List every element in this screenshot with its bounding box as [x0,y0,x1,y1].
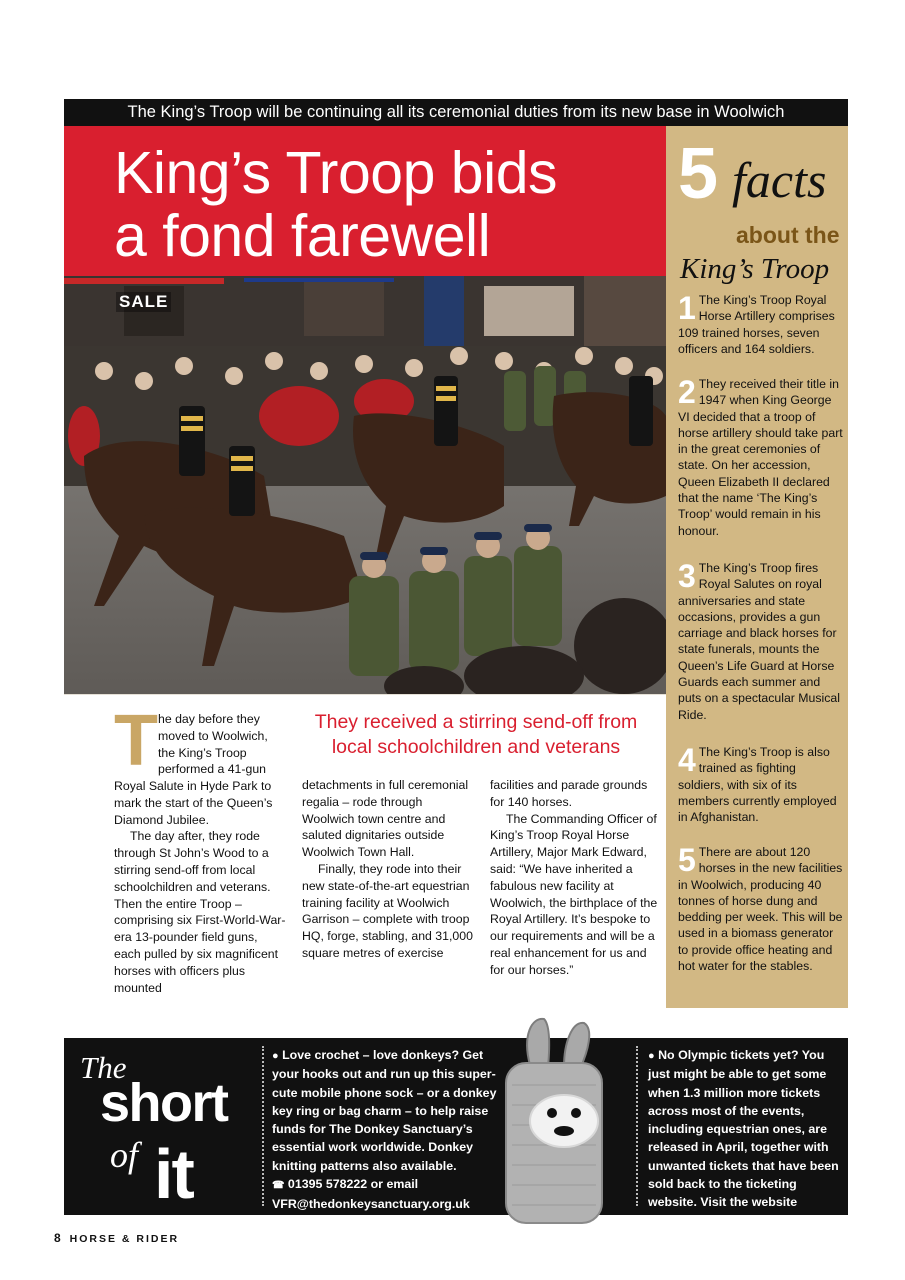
fact-text: There are about 120 horses in the new facilities in Woolwich, producing 40 tonnes of horse dung and bedding per week. This will be used in a biomass generator to provide office heating and hot water for the stables. [678,845,843,974]
website-link[interactable]: www.tickets.london2012.com [648,1213,821,1228]
headline-block [64,126,666,276]
page-number: 8 [54,1231,61,1245]
facts-subject: King’s Troop [680,253,830,285]
article-paragraph: facilities and parade grounds for 140 horses. [490,778,648,809]
facts-count: 5 [678,134,719,214]
fact-text: The King’s Troop Royal Horse Artillery comprises 109 trained horses, seven officers and 164 soldiers. [678,293,835,356]
fact-text: The King’s Troop fires Royal Salutes on royal anniversaries and state occasions, provides a gun carriage and black horses for state funerals, mounts the Queen’s Life Guard at Horse Guards each summer and puts on a spectacular Musical Ride. [678,561,840,722]
bullet-icon: ● [648,1050,655,1062]
fact-number: 2 [678,374,696,410]
phone-icon: ☎ [272,1180,285,1192]
email-link[interactable]: VFR@thedonkeysanctuary.org.uk [272,1197,470,1212]
dotted-divider [636,1046,638,1206]
article-column-2 [302,777,477,962]
article-paragraph: Royal Salute in Hyde Park to mark the start of the Queen’s Diamond Jubilee. [114,779,273,827]
fact-item-3 [678,560,844,723]
facts-sidebar [666,126,848,1008]
page-footer [54,1231,179,1245]
facts-about: about the [736,222,840,248]
shop-sale-sign: SALE [116,292,171,312]
facts-word: facts [732,152,827,208]
parade-photo [64,276,666,694]
title-the: The [80,1050,127,1085]
title-of: of [110,1135,139,1175]
article-column-1 [114,778,287,996]
short-item-tickets [648,1046,844,1230]
article-body [64,694,666,1009]
fact-number: 3 [678,558,696,594]
fact-text: They received their title in 1947 when King George VI decided that a troop of horse artillery should take part in the great ceremonies of state. On her accession, Queen Elizabeth II declared that the name ‘The King’s Troop’ would remain in his honour. [678,377,843,538]
article-intro: he day before they moved to Woolwich, the King’s Troop performed a 41-gun [158,712,268,777]
headline [114,142,557,268]
dotted-divider [262,1046,264,1206]
fact-item-1 [678,292,844,357]
fact-text: The King’s Troop is also trained as fighting soldiers, with six of its members currently employed in Afghanistan. [678,745,837,825]
fact-item-4 [678,744,844,825]
short-item-donkey [272,1046,512,1214]
article-paragraph: Finally, they rode into their new state-of-the-art equestrian training facility at Woolwich Garrison – complete with troop HQ, forge, stabling, and 31,000 square metres of exercise [302,861,473,960]
headline-line-1: King’s Troop bids [114,140,558,206]
fact-number: 1 [678,290,696,326]
drop-cap: T [114,701,158,781]
donkey-phone-sock-photo [492,1015,616,1229]
headline-line-2: a fond farewell [114,203,491,269]
title-it: it [154,1135,193,1213]
donkey-sock-illustration [492,1015,616,1229]
short-of-it-title [74,1044,242,1213]
short-item-text: Love crochet – love donkeys? Get your hooks out and run up this super-cute mobile phone sock – or a donkey key ring or bag charm – to help raise funds for The Donkey Sanctuary’s essential work worldwide. Donkey knitting patterns also available. [272,1048,497,1173]
parade-illustration [64,276,666,694]
facts-heading [678,134,846,285]
standfirst-bar: The King’s Troop will be continuing all its ceremonial duties from its new base in Woolwich [64,99,848,126]
title-short: short [100,1073,228,1133]
fact-number: 4 [678,742,696,778]
article-paragraph: The day after, they rode through St John’s Wood to a stirring send-off from local schoolchildren and veterans. Then the entire Troop – comprising six First-World-War-era 13-pounder field guns, each pulled by six magnificent horses with officers plus mounted [114,829,286,995]
short-of-it-box [64,1038,848,1228]
article-paragraph: The Commanding Officer of King’s Troop Royal Horse Artillery, Major Mark Edward, said: “We have inherited a fabulous new facility at Woolwich, the birthplace of the Royal Artillery. It’s bespoke to our requirements and will be a real enhancement for us and for our horses.” [490,811,658,977]
pull-quote: They received a stirring send-off from local schoolchildren and veterans [314,711,638,758]
article-paragraph: detachments in full ceremonial regalia – rode through Woolwich town centre and saluted dignitaries outside Woolwich Town Hall. [302,778,469,860]
phone-line: 01395 578222 or email [287,1177,419,1192]
magazine-name: HORSE & RIDER [69,1233,180,1245]
fact-item-2 [678,376,844,539]
fact-item-5 [678,844,844,974]
article-column-3 [490,777,660,979]
fact-number: 5 [678,842,696,878]
bullet-icon: ● [272,1050,279,1062]
short-item-text: No Olympic tickets yet? You just might be able to get some when 1.3 million more tickets across most of the events, including equestrian ones, are released in April, together with unwanted tickets that have been sold back to the ticketing website. Visit the website [648,1048,839,1210]
